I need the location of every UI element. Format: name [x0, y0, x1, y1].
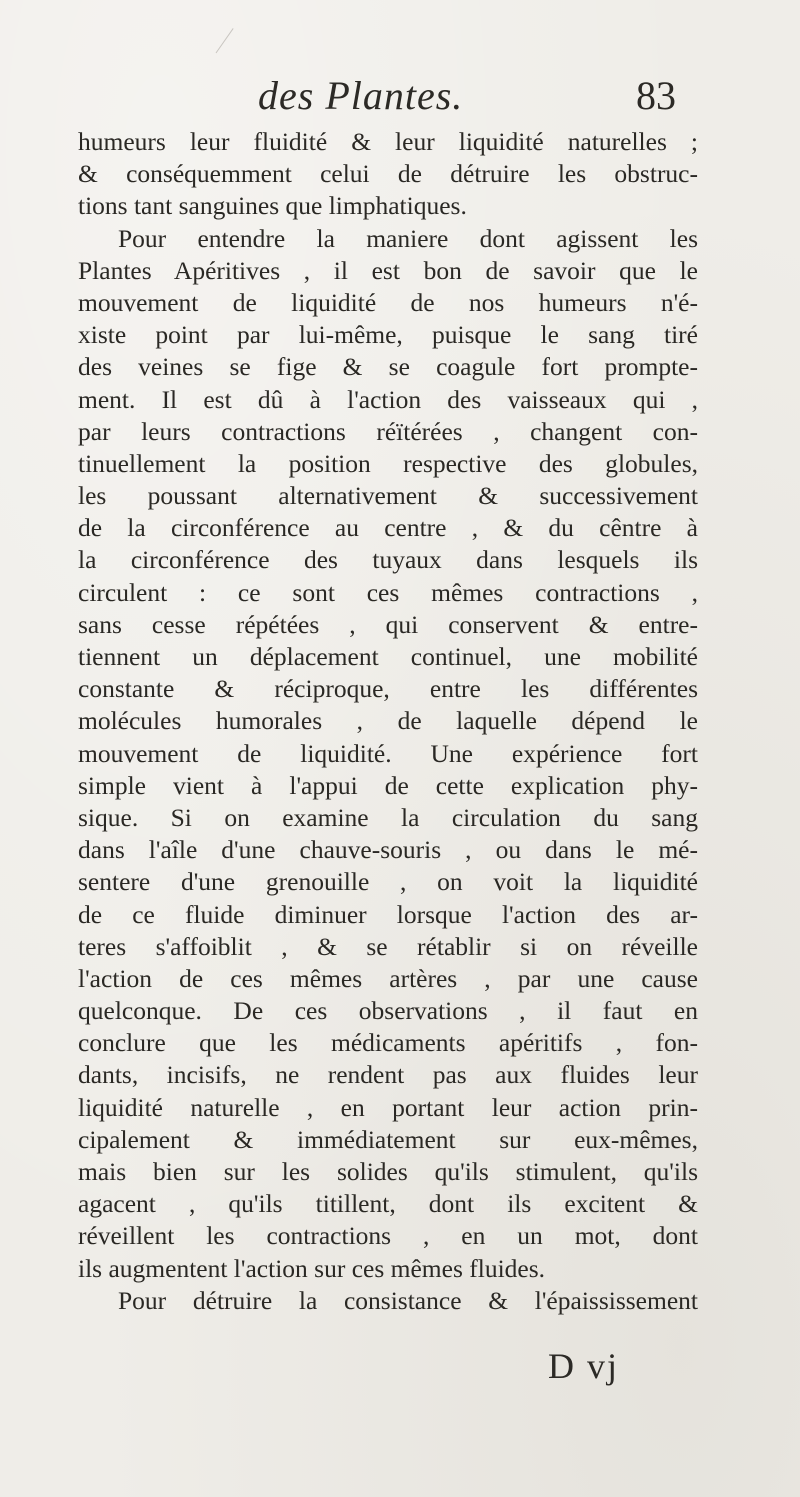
text-line: la circonférence des tuyaux dans lesquels ils: [78, 545, 698, 575]
signature-mark: D vj: [548, 1346, 619, 1386]
text-line: les poussant alternativement & successivement: [78, 481, 698, 511]
text-line: xiste point par lui-même, puisque le sang tiré: [78, 320, 698, 350]
text-line: & conséquemment celui de détruire les obstruc-: [78, 159, 698, 189]
running-title: des Plantes.: [258, 73, 464, 118]
text-line: mouvement de liquidité. Une expérience fort: [78, 738, 698, 768]
text-line: Pour entendre la maniere dont agissent les: [118, 223, 698, 253]
text-line: dans l'aîle d'une chauve-souris , ou dans le mé-: [78, 835, 698, 865]
text-line: de la circonférence au centre , & du cêntre à: [78, 513, 698, 543]
text-line: sique. Si on examine la circulation du sang: [78, 802, 698, 832]
text-line: de ce fluide diminuer lorsque l'action des ar-: [78, 899, 698, 929]
page-header: [0, 66, 800, 126]
text-line: dants, incisifs, ne rendent pas aux fluides leur: [78, 1060, 698, 1090]
paper-mark: [216, 28, 235, 54]
text-line: par leurs contractions réïtérées , changent con-: [78, 416, 698, 446]
text-line: ils augmentent l'action sur ces mêmes fluides.: [78, 1253, 546, 1283]
text-line: des veines se fige & se coagule fort prompte-: [78, 352, 698, 382]
page-number: 83: [636, 73, 676, 118]
text-line: Pour détruire la consistance & l'épaississement: [118, 1285, 698, 1315]
text-line: réveillent les contractions , en un mot, dont: [78, 1221, 698, 1251]
text-line: l'action de ces mêmes artères , par une cause: [78, 963, 698, 993]
body-text: [78, 126, 698, 1317]
text-line: ment. Il est dû à l'action des vaisseaux qui ,: [78, 384, 698, 414]
text-line: molécules humorales , de laquelle dépend le: [78, 706, 698, 736]
text-line: circulent : ce sont ces mêmes contractions ,: [78, 577, 698, 607]
text-line: agacent , qu'ils titillent, dont ils excitent &: [78, 1189, 698, 1219]
text-line: cipalement & immédiatement sur eux-mêmes,: [78, 1124, 698, 1154]
text-line: humeurs leur fluidité & leur liquidité naturelles ;: [78, 127, 698, 156]
text-line: teres s'affoiblit , & se rétablir si on réveille: [78, 931, 698, 961]
text-line: conclure que les médicaments apéritifs , fon-: [78, 1028, 698, 1058]
text-line: mouvement de liquidité de nos humeurs n'é-: [78, 287, 698, 317]
text-line: Plantes Apéritives , il est bon de savoir que le: [78, 255, 698, 285]
text-line: sentere d'une grenouille , on voit la liquidité: [78, 867, 698, 897]
text-line: tiennent un déplacement continuel, une mobilité: [78, 642, 698, 671]
text-line: quelconque. De ces observations , il faut en: [78, 996, 698, 1026]
text-line: simple vient à l'appui de cette explication phy-: [78, 770, 698, 800]
text-line: constante & réciproque, entre les différentes: [78, 674, 698, 704]
text-line: tions tant sanguines que limphatiques.: [78, 191, 467, 221]
text-line: sans cesse répétées , qui conservent & entre-: [78, 609, 698, 639]
text-line: mais bien sur les solides qu'ils stimulent, qu'ils: [78, 1157, 698, 1186]
text-line: liquidité naturelle , en portant leur action prin-: [78, 1092, 698, 1122]
text-line: tinuellement la position respective des globules,: [78, 448, 698, 478]
